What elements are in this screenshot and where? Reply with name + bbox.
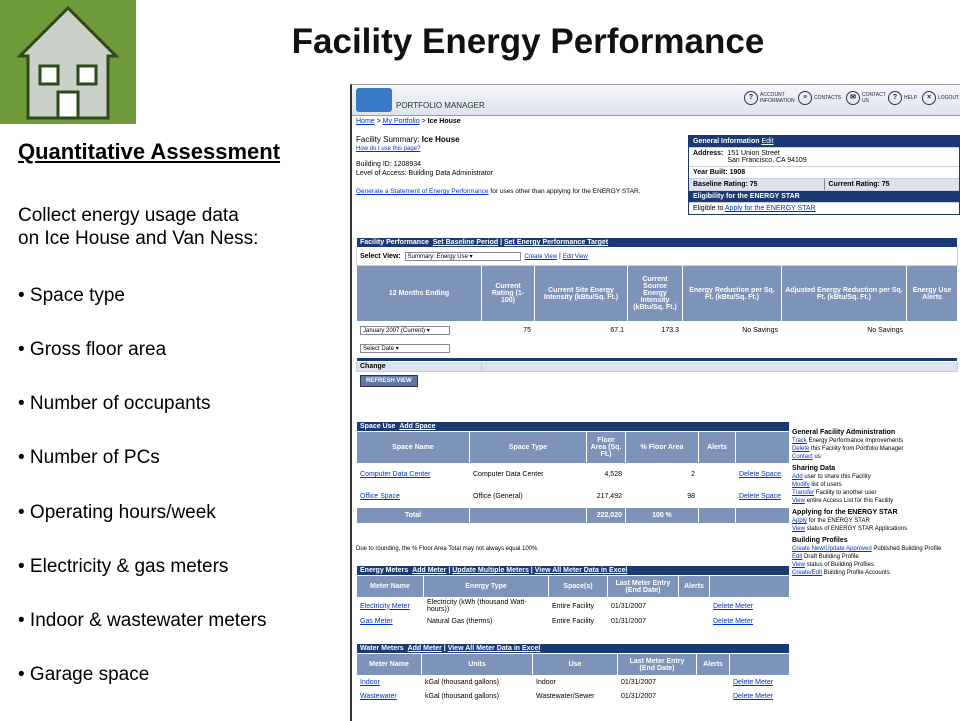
delete-meter-link[interactable]: Delete Meter: [730, 676, 790, 690]
list-item: Contact us: [792, 454, 821, 460]
general-info-header: General Information Edit: [689, 136, 959, 148]
applying-title: Applying for the ENERGY STAR: [792, 509, 898, 516]
breadcrumb-portfolio[interactable]: My Portfolio: [382, 118, 420, 125]
add-space-link[interactable]: Add Space: [399, 423, 436, 430]
bullet-item: • Number of occupants: [18, 393, 211, 414]
bullet-item: • Operating hours/week: [18, 502, 216, 523]
profiles-title: Building Profiles: [792, 537, 848, 544]
col-energy-alerts: Energy Use Alerts: [907, 266, 958, 322]
col-energy-reduction: Energy Reduction per Sq. Ft. (kBtu/Sq. Ft.): [683, 266, 782, 322]
general-info-panel: [688, 135, 960, 215]
list-item: View status of Building Profiles: [792, 562, 874, 568]
slide-title: Facility Energy Performance: [291, 22, 765, 61]
sharing-title: Sharing Data: [792, 465, 836, 472]
create-view-link[interactable]: Create View: [524, 254, 558, 260]
how-to-link[interactable]: How do I use this page?: [356, 146, 421, 152]
list-item: Apply for the ENERGY STAR: [792, 518, 870, 524]
bullet-item: • Garage space: [18, 664, 150, 685]
col-site-intensity: Current Site Energy Intensity (kBtu/Sq. Ft.): [535, 266, 628, 322]
set-target-link[interactable]: Set Energy Performance Target: [503, 239, 609, 246]
ratings-row: [689, 179, 959, 191]
table-row: Office Space Office (General) 217,492 98 Delete Space: [357, 486, 790, 508]
nav-contacts[interactable]: ≡ CONTACTS: [798, 91, 841, 105]
pm-app-name: PORTFOLIO MANAGER: [396, 101, 485, 110]
list-item: Create New/Update Approved Published Building Profile: [792, 546, 942, 552]
section-heading: Quantitative Assessment: [18, 139, 281, 164]
list-item: Transfer Facility to another user: [792, 490, 877, 496]
table-row: Gas Meter Natural Gas (therms) Entire Facility 01/31/2007 Delete Meter: [357, 615, 790, 629]
nav-account[interactable]: ? ACCOUNT INFORMATION: [744, 91, 794, 105]
breadcrumb-home[interactable]: Home: [356, 118, 375, 125]
bullet-item: • Gross floor area: [18, 339, 167, 360]
table-row: January 2007 (Current) ▾ 75 67.1 173.3 No Savings No Savings: [357, 322, 958, 340]
select-view-row: Select View: Summary: Energy Use ▾ Create View | Edit View: [357, 248, 958, 266]
table-row: Indoor kGal (thousand gallons) Indoor 01/31/2007 Delete Meter: [357, 676, 790, 690]
energy-meters-table: Energy Meters Add Meter | Update Multiple Meters | View All Meter Data in Excel Meter Name Energy Type Space(s) Last Meter Entry (End Date) Alerts Electricity Meter Electricity (kWh (thousand Watt-hours)) Entire Facility 01/31/2007 Delete Meter Gas Meter Natural Gas (therms) Entire Facility 01/31/2007 Delete Meter: [356, 565, 790, 629]
delete-meter-link[interactable]: Delete Meter: [710, 615, 790, 629]
intro-line-1: Collect energy usage data: [18, 205, 239, 226]
generate-statement: Generate a Statement of Energy Performance for uses other than applying for the ENERGY STAR.: [356, 188, 641, 195]
delete-meter-link[interactable]: Delete Meter: [710, 598, 790, 615]
portfolio-manager-screenshot: [350, 84, 960, 721]
bullet-item: • Number of PCs: [18, 447, 160, 468]
apply-link[interactable]: Apply for the ENERGY STAR: [724, 205, 816, 212]
admin-title: General Facility Administration: [792, 429, 896, 436]
edit-view-link[interactable]: Edit View: [562, 254, 588, 260]
pm-header: [352, 85, 960, 116]
bullet-item: • Space type: [18, 285, 125, 306]
delete-space-link[interactable]: Delete Space: [736, 486, 790, 508]
list-item: Delete this Facility from Portfolio Manager: [792, 446, 904, 452]
help-icon: ?: [888, 91, 902, 105]
col-months-ending: 12 Months Ending: [357, 266, 482, 322]
mail-icon: ✉: [846, 91, 860, 105]
date-select[interactable]: Select Date ▾: [360, 344, 450, 353]
refresh-view-button[interactable]: REFRESH VIEW: [360, 375, 418, 387]
breadcrumb: Home > My Portfolio > Ice House: [356, 118, 461, 125]
space-use-table: Space Use Add Space Space Name Space Type Floor Area (Sq. Ft.) % Floor Area Alerts Computer Data Center Computer Data Center 4,528 2 Delete Space Office Space Office (General) 217,492 98 Delete Space Total 222,020 100 %: [356, 421, 790, 524]
table-row: Electricity Meter Electricity (kWh (thousand Watt-hours)) Entire Facility 01/31/2007 Delete Meter: [357, 598, 790, 615]
list-item: View status of ENERGY STAR Applications: [792, 526, 908, 532]
close-icon: ×: [922, 91, 936, 105]
house-icon: [0, 0, 136, 124]
delete-meter-link[interactable]: Delete Meter: [730, 690, 790, 704]
list-item: View entire Access List for this Facility: [792, 498, 894, 504]
baseline-rating: Baseline Rating: 75: [689, 179, 825, 190]
table-row: [357, 340, 958, 358]
list-item: Modify list of users: [792, 482, 842, 488]
table-row: Computer Data Center Computer Data Center 4,528 2 Delete Space: [357, 464, 790, 486]
list-item: Create/Edit Building Profile Accounts: [792, 570, 890, 576]
eligibility-text: Eligible to Apply for the ENERGY STAR: [693, 205, 816, 212]
current-rating: Current Rating: 75: [828, 181, 890, 188]
edit-link[interactable]: Edit: [761, 138, 774, 145]
set-baseline-link[interactable]: Set Baseline Period: [432, 239, 499, 246]
eligibility-header: Eligibility for the ENERGY STAR: [689, 191, 959, 203]
address: Address: 151 Union Street San Francisco, CA 94109: [689, 148, 959, 167]
select-view-dropdown[interactable]: Summary: Energy Use ▾: [405, 252, 521, 261]
list-item: Edit Draft Building Profile: [792, 554, 859, 560]
facility-summary: Facility Summary: Ice House: [356, 135, 460, 144]
breadcrumb-current: Ice House: [427, 118, 461, 125]
col-source-intensity: Current Source Energy Intensity (kBtu/Sq. Ft.): [628, 266, 683, 322]
col-adjusted-reduction: Adjusted Energy Reduction per Sq. Ft. (kBtu/Sq. Ft.): [782, 266, 907, 322]
access-level: Level of Access: Building Data Administrator: [356, 170, 493, 177]
contacts-icon: ≡: [798, 91, 812, 105]
bullet-item: • Indoor & wastewater meters: [18, 610, 267, 631]
house-logo: [0, 0, 136, 124]
nav-help[interactable]: ? HELP: [888, 91, 917, 105]
year-built: Year Built: 1908: [689, 167, 959, 179]
nav-logout[interactable]: × LOGOUT: [922, 91, 959, 105]
change-label: Change: [357, 362, 482, 372]
nav-contact-us[interactable]: ✉ CONTACT US: [846, 91, 884, 105]
account-icon: ?: [744, 91, 758, 105]
month-select[interactable]: January 2007 (Current) ▾: [360, 326, 450, 335]
col-current-rating: Current Rating (1-100): [482, 266, 535, 322]
delete-space-link[interactable]: Delete Space: [736, 464, 790, 486]
table-row: Wastewater kGal (thousand gallons) Wastewater/Sewer 01/31/2007 Delete Meter: [357, 690, 790, 704]
energy-star-logo: [356, 88, 392, 112]
list-item: Track Energy Performance Improvements: [792, 438, 904, 444]
bullet-item: • Electricity & gas meters: [18, 556, 229, 577]
water-meters-table: Water Meters Add Meter | View All Meter Data in Excel Meter Name Units Use Last Meter Entry (End Date) Alerts Indoor kGal (thousand gallons) Indoor 01/31/2007 Delete Meter Wastewater kGal (thousand gallons) Wastewater/Sewer 01/31/2007 Delete Meter: [356, 643, 790, 704]
rounding-note: Due to rounding, the % Floor Area Total may not always equal 100%.: [356, 546, 539, 552]
total-row: Total 222,020 100 %: [357, 508, 790, 524]
side-actions-panel: [792, 425, 960, 577]
facility-performance-table: [356, 237, 958, 391]
intro-line-2: on Ice House and Van Ness:: [18, 228, 259, 249]
facility-performance-header: Facility Performance Set Baseline Period | Set Energy Performance Target: [357, 238, 958, 248]
list-item: Add user to share this Facility: [792, 474, 871, 480]
building-id: Building ID: 1208934: [356, 161, 421, 168]
